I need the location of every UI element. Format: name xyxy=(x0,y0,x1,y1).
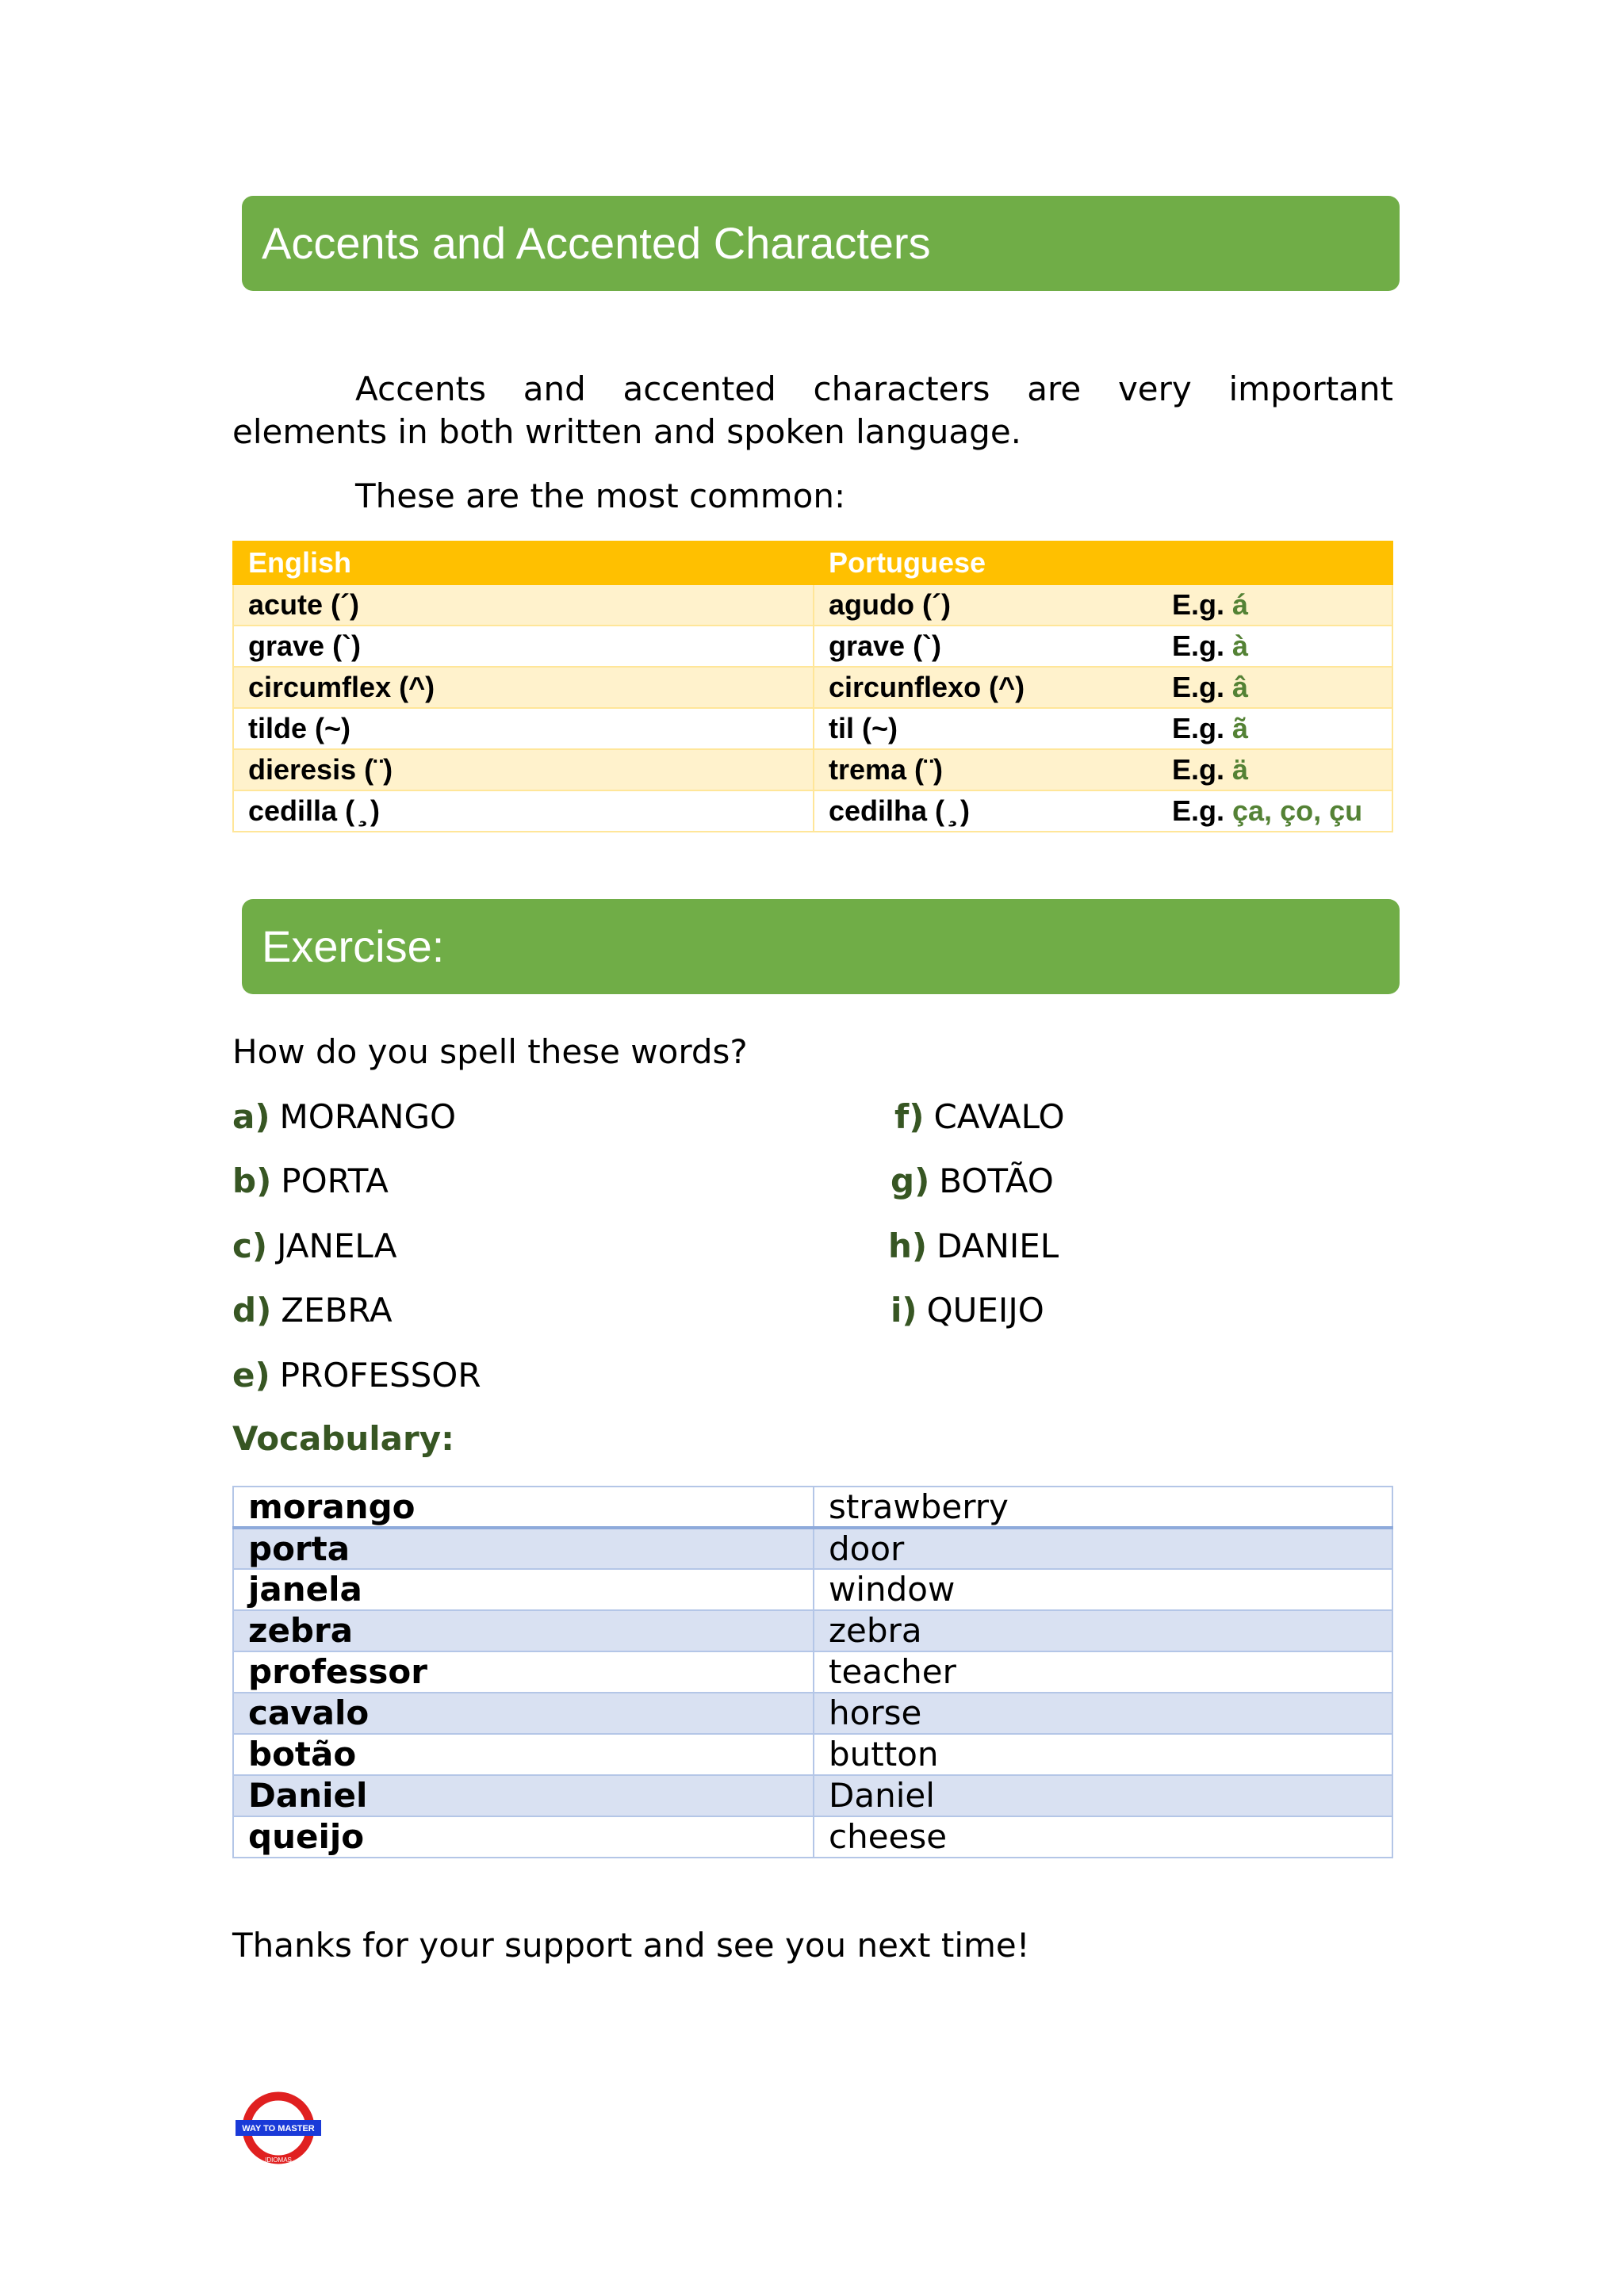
logo-bottom-text: IDIOMAS xyxy=(265,2156,292,2164)
table-row xyxy=(233,626,1392,667)
example-prefix: E.g. xyxy=(1172,712,1233,744)
title-banner xyxy=(242,196,1400,291)
table-row xyxy=(233,1775,1392,1816)
item-word: PROFESSOR xyxy=(279,1356,481,1395)
english-word: horse xyxy=(814,1693,1392,1734)
example-cell xyxy=(1172,790,1392,832)
exercise-item xyxy=(888,1225,1059,1268)
item-word: ZEBRA xyxy=(281,1291,393,1330)
table-row xyxy=(233,1816,1392,1858)
example-char: á xyxy=(1232,588,1249,621)
item-word: MORANGO xyxy=(279,1097,457,1136)
english-word: zebra xyxy=(814,1610,1392,1651)
portuguese-cell: grave (`) xyxy=(814,626,1172,667)
portuguese-word: botão xyxy=(233,1734,814,1775)
example-char: à xyxy=(1232,629,1249,662)
item-letter: f) xyxy=(894,1097,925,1136)
english-word: strawberry xyxy=(814,1487,1392,1528)
english-cell: grave (`) xyxy=(233,626,814,667)
portuguese-word: Daniel xyxy=(233,1775,814,1816)
english-cell: dieresis (¨) xyxy=(233,749,814,790)
exercise-banner xyxy=(242,899,1400,994)
table-row xyxy=(233,749,1392,790)
english-cell: tilde (~) xyxy=(233,708,814,749)
item-letter: e) xyxy=(232,1356,270,1395)
example-prefix: E.g. xyxy=(1172,794,1233,827)
portuguese-cell: cedilha ( ̧ ) xyxy=(814,790,1172,832)
portuguese-cell: agudo (´) xyxy=(814,584,1172,626)
closing-text: Thanks for your support and see you next time! xyxy=(232,1926,1030,1965)
item-word: BOTÃO xyxy=(939,1161,1054,1200)
portuguese-word: cavalo xyxy=(233,1693,814,1734)
item-word: CAVALO xyxy=(933,1097,1065,1136)
table-row xyxy=(233,1693,1392,1734)
table-row xyxy=(233,1734,1392,1775)
portuguese-cell: trema (¨) xyxy=(814,749,1172,790)
table-row xyxy=(233,1651,1392,1693)
portuguese-word: morango xyxy=(233,1487,814,1528)
example-cell xyxy=(1172,584,1392,626)
item-letter: i) xyxy=(891,1291,917,1330)
page-title: Accents and Accented Characters xyxy=(262,218,931,268)
portuguese-word: porta xyxy=(233,1528,814,1569)
item-word: JANELA xyxy=(277,1226,397,1265)
portuguese-word: janela xyxy=(233,1569,814,1610)
example-char: â xyxy=(1232,671,1249,703)
example-prefix: E.g. xyxy=(1172,629,1233,662)
logo-top-text: WAY TO MASTER xyxy=(242,2124,315,2133)
portuguese-word: queijo xyxy=(233,1816,814,1858)
header-example xyxy=(1172,541,1392,584)
portuguese-word: professor xyxy=(233,1651,814,1693)
item-word: DANIEL xyxy=(936,1226,1059,1265)
item-letter: g) xyxy=(891,1161,930,1200)
table-row xyxy=(233,1528,1392,1569)
exercise-question: How do you spell these words? xyxy=(232,1032,748,1071)
portuguese-word: zebra xyxy=(233,1610,814,1651)
example-char: ça, ço, çu xyxy=(1232,794,1363,827)
portuguese-cell: circunflexo (^) xyxy=(814,667,1172,708)
table-row xyxy=(233,790,1392,832)
english-word: window xyxy=(814,1569,1392,1610)
example-char: ã xyxy=(1232,712,1249,744)
item-letter: c) xyxy=(232,1226,268,1265)
table-row xyxy=(233,1487,1392,1528)
intro-paragraph: Accents and accented characters are very important elements in both written and spoken language. xyxy=(232,369,1393,451)
english-word: button xyxy=(814,1734,1392,1775)
example-char: ä xyxy=(1232,753,1249,786)
table-row xyxy=(233,1569,1392,1610)
example-cell xyxy=(1172,708,1392,749)
vocabulary-table xyxy=(232,1486,1393,1858)
exercise-item xyxy=(232,1225,397,1268)
exercise-item xyxy=(891,1160,1054,1203)
exercise-item xyxy=(232,1289,393,1332)
exercise-item xyxy=(232,1160,389,1203)
exercise-item xyxy=(232,1354,481,1397)
english-word: door xyxy=(814,1528,1392,1569)
header-english: English xyxy=(233,541,814,584)
table-row xyxy=(233,1610,1392,1651)
english-word: cheese xyxy=(814,1816,1392,1858)
item-letter: d) xyxy=(232,1291,272,1330)
english-word: teacher xyxy=(814,1651,1392,1693)
intro-lead: These are the most common: xyxy=(355,476,846,515)
english-cell: acute (´) xyxy=(233,584,814,626)
vocabulary-title: Vocabulary: xyxy=(232,1419,454,1458)
example-cell xyxy=(1172,749,1392,790)
header-portuguese: Portuguese xyxy=(814,541,1172,584)
english-cell: cedilla ( ̧ ) xyxy=(233,790,814,832)
example-prefix: E.g. xyxy=(1172,671,1233,703)
item-letter: h) xyxy=(888,1226,928,1265)
accents-table-header xyxy=(233,541,1392,584)
exercise-item xyxy=(894,1096,1065,1138)
portuguese-cell: til (~) xyxy=(814,708,1172,749)
english-cell: circumflex (^) xyxy=(233,667,814,708)
exercise-item xyxy=(232,1096,456,1138)
example-cell xyxy=(1172,626,1392,667)
exercise-heading: Exercise: xyxy=(262,921,445,971)
table-row xyxy=(233,584,1392,626)
table-row xyxy=(233,667,1392,708)
example-prefix: E.g. xyxy=(1172,753,1233,786)
exercise-item xyxy=(891,1289,1044,1332)
example-prefix: E.g. xyxy=(1172,588,1233,621)
item-word: QUEIJO xyxy=(926,1291,1044,1330)
item-letter: b) xyxy=(232,1161,272,1200)
table-row xyxy=(233,708,1392,749)
item-word: PORTA xyxy=(281,1161,389,1200)
roundel-logo-icon xyxy=(236,2090,321,2166)
example-cell xyxy=(1172,667,1392,708)
accents-table xyxy=(232,541,1393,832)
english-word: Daniel xyxy=(814,1775,1392,1816)
item-letter: a) xyxy=(232,1097,270,1136)
